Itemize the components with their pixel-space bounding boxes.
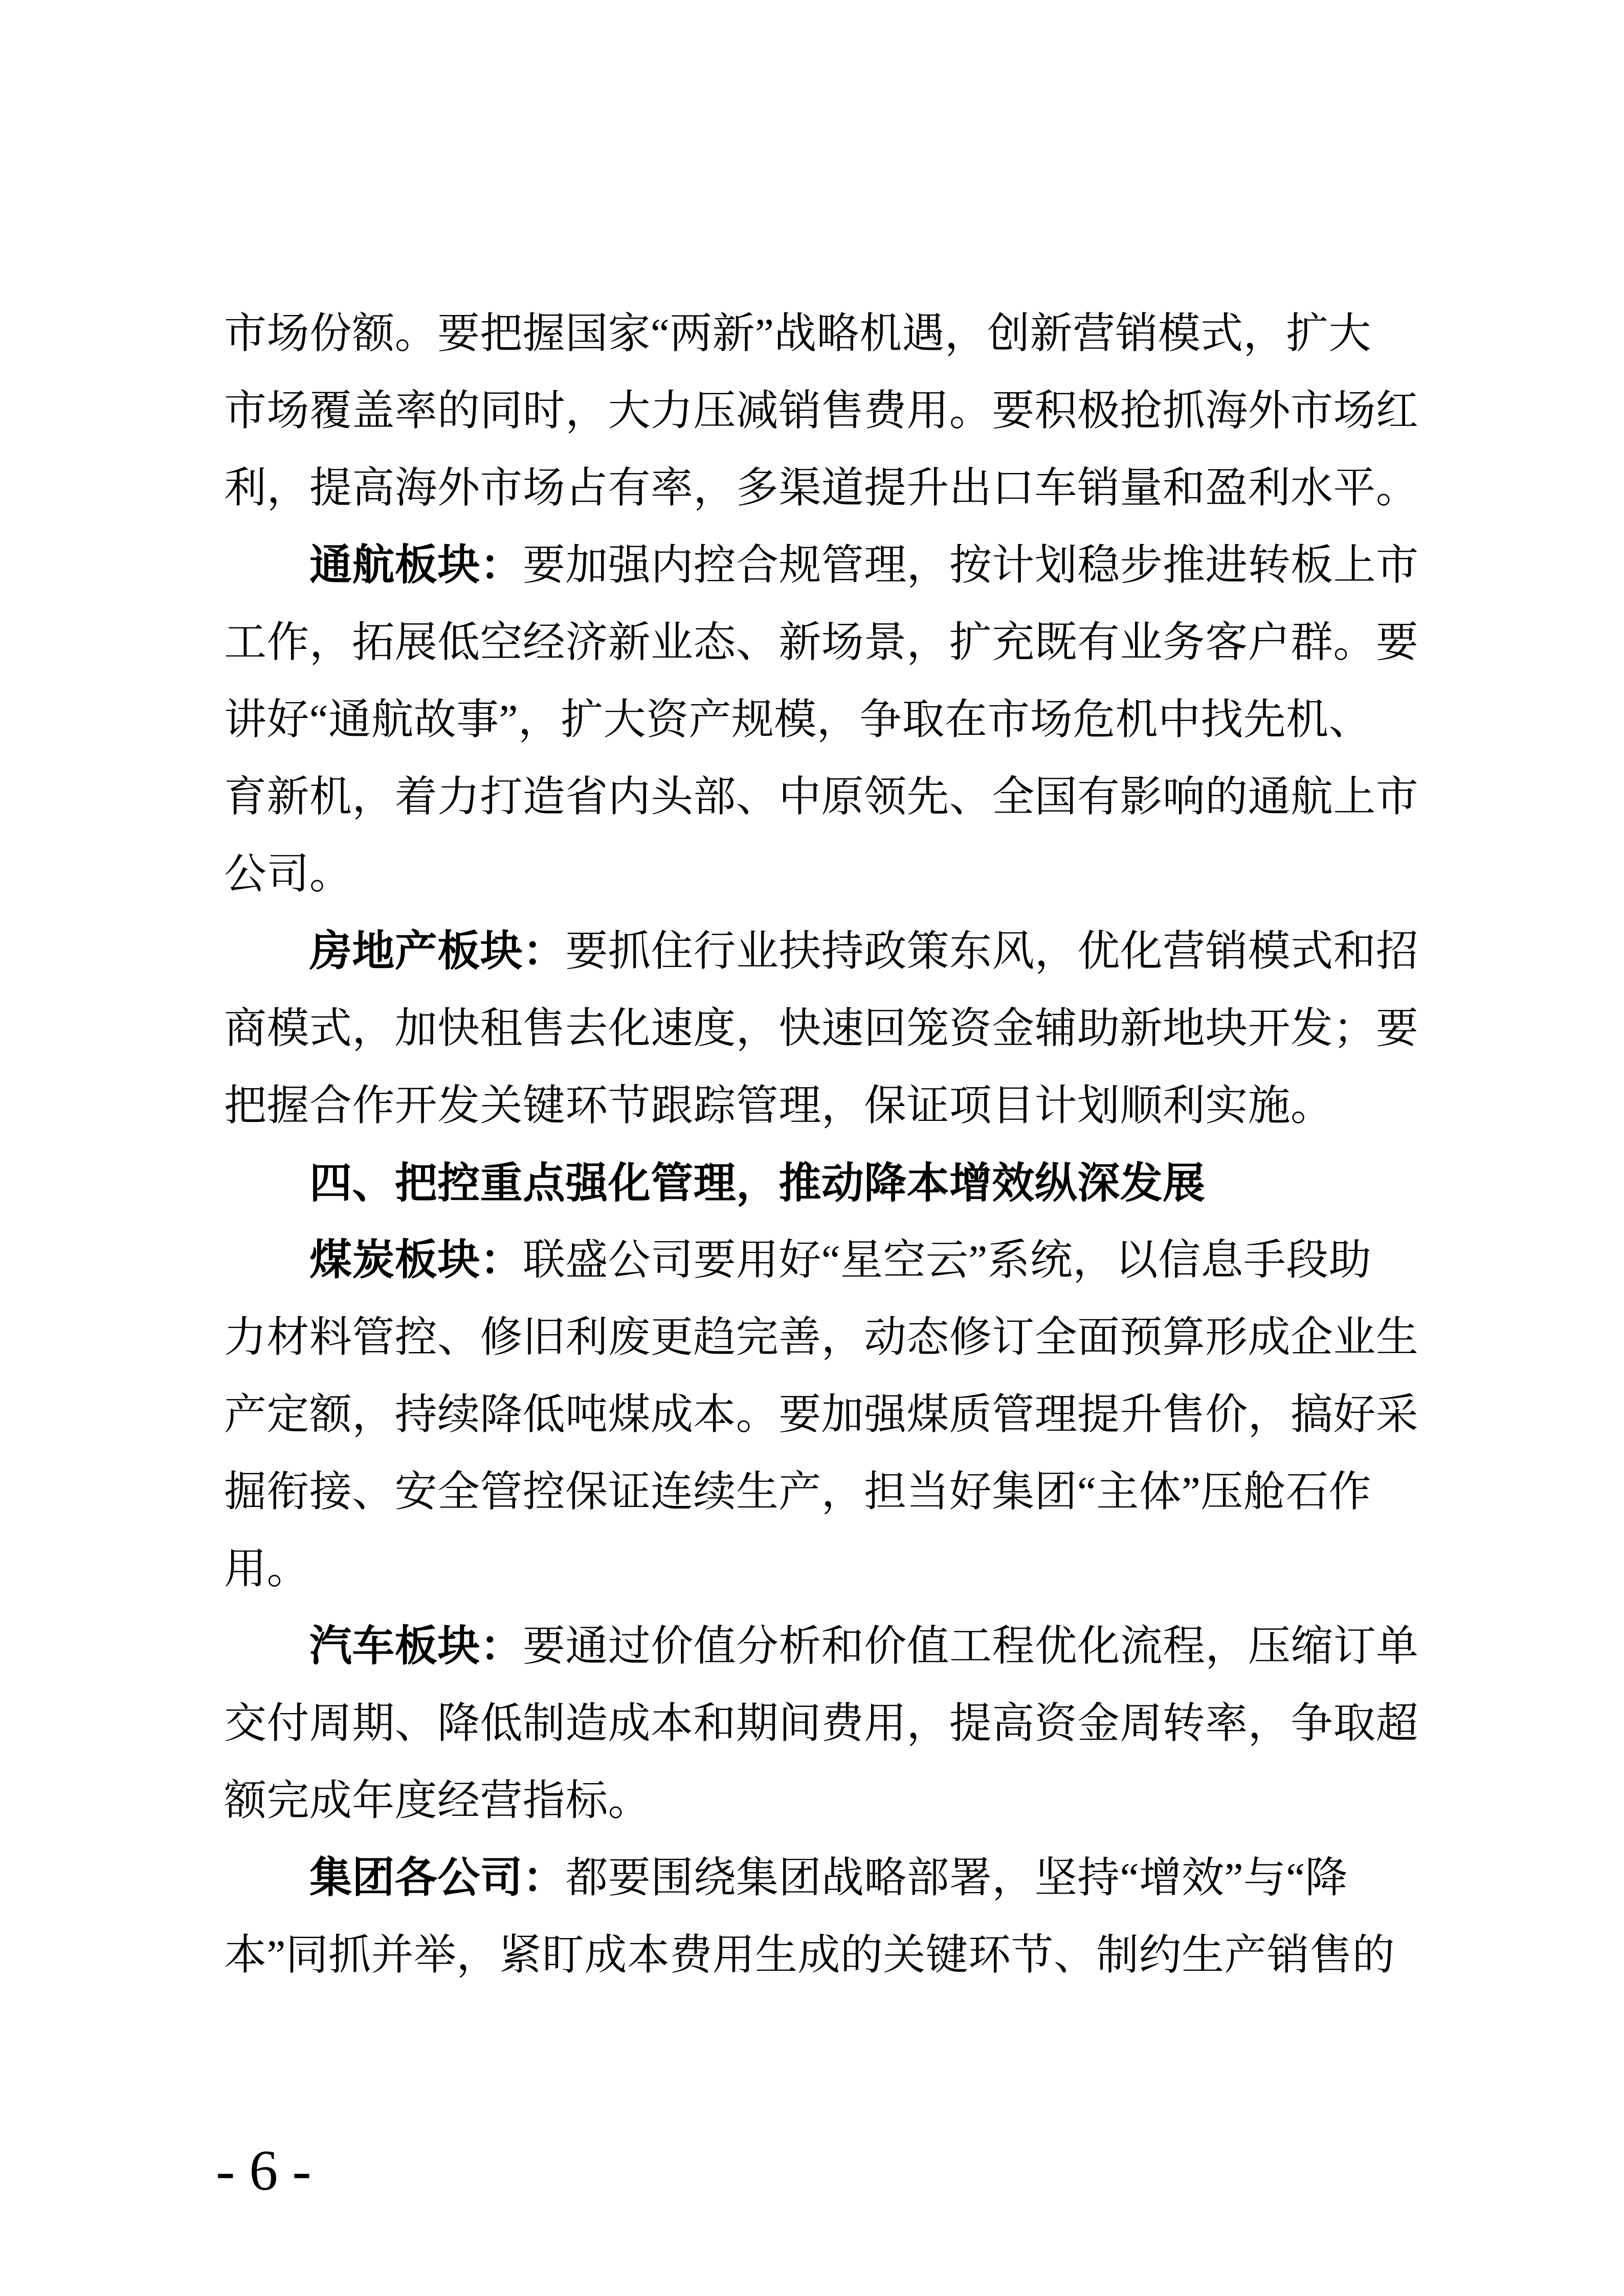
body-text-segment: 公司。: [224, 850, 352, 897]
text-line: [224, 1530, 1431, 1608]
text-line: [224, 913, 1431, 990]
body-text-segment: 额完成年度经营指标。: [224, 1777, 651, 1824]
text-line: [224, 990, 1431, 1067]
body-text-segment: 市场份额。要把握国家“两新”战略机遇，创新营销模式，扩大: [224, 310, 1371, 357]
body-text-segment: 掘衔接、安全管控保证连续生产，担当好集团“主体”压舱石作: [224, 1468, 1371, 1515]
text-line: [224, 1067, 1431, 1144]
document-body: [224, 295, 1431, 1994]
text-line: [224, 1839, 1431, 1917]
body-text-segment: 工作，拓展低空经济新业态、新场景，扩充既有业务客户群。要: [224, 619, 1419, 666]
body-text-segment: 用。: [224, 1545, 309, 1592]
text-line: [224, 1453, 1431, 1530]
body-text-segment: 要加强内控合规管理，按计划稳步推进转板上市: [523, 542, 1419, 589]
text-line: [224, 1222, 1431, 1299]
body-text-segment: 交付周期、降低制造成本和期间费用，提高资金周转率，争取超: [224, 1700, 1419, 1747]
text-line: [224, 681, 1431, 758]
text-line: [224, 836, 1431, 913]
text-line: [224, 1299, 1431, 1376]
body-text-segment: 产定额，持续降低吨煤成本。要加强煤质管理提升售价，搞好采: [224, 1391, 1419, 1438]
body-text-segment: 要通过价值分析和价值工程优化流程，压缩订单: [523, 1623, 1419, 1670]
text-line: [224, 758, 1431, 836]
text-line: [224, 527, 1431, 604]
body-text-segment: 讲好“通航故事”，扩大资产规模，争取在市场危机中找先机、: [224, 696, 1371, 743]
text-line: [224, 1762, 1431, 1839]
section-label: 通航板块：: [309, 542, 523, 589]
section-label: 四、把控重点强化管理，推动降本增效纵深发展: [309, 1158, 1206, 1208]
text-line: [224, 1917, 1431, 1994]
section-label: 集团各公司：: [309, 1854, 566, 1901]
body-text-segment: 要抓住行业扶持政策东风，优化营销模式和招: [565, 928, 1419, 975]
section-label: 汽车板块：: [309, 1623, 523, 1670]
page-number: - 6 -: [216, 2139, 312, 2202]
section-heading: [224, 1144, 1431, 1222]
text-line: [224, 604, 1431, 681]
section-label: 房地产板块：: [309, 928, 566, 975]
text-line: [224, 449, 1431, 527]
body-text-segment: 联盛公司要用好“星空云”系统，以信息手段助: [523, 1236, 1372, 1284]
body-text-segment: 都要围绕集团战略部署，坚持“增效”与“降: [565, 1854, 1348, 1901]
body-text-segment: 商模式，加快租售去化速度，快速回笼资金辅助新地块开发；要: [224, 1005, 1419, 1052]
text-line: [224, 1608, 1431, 1685]
section-label: 煤炭板块：: [309, 1236, 523, 1284]
body-text-segment: 育新机，着力打造省内头部、中原领先、全国有影响的通航上市: [224, 773, 1419, 820]
text-line: [224, 1376, 1431, 1453]
body-text-segment: 本”同抓并举，紧盯成本费用生成的关键环节、制约生产销售的: [224, 1931, 1395, 1978]
text-line: [224, 372, 1431, 449]
text-line: [224, 1685, 1431, 1762]
body-text-segment: 力材料管控、修旧利废更趋完善，动态修订全面预算形成企业生: [224, 1314, 1419, 1361]
body-text-segment: 把握合作开发关键环节跟踪管理，保证项目计划顺利实施。: [224, 1082, 1333, 1129]
body-text-segment: 市场覆盖率的同时，大力压减销售费用。要积极抢抓海外市场红: [224, 387, 1419, 434]
text-line: [224, 295, 1431, 372]
body-text-segment: 利，提高海外市场占有率，多渠道提升出口车销量和盈利水平。: [224, 464, 1419, 511]
